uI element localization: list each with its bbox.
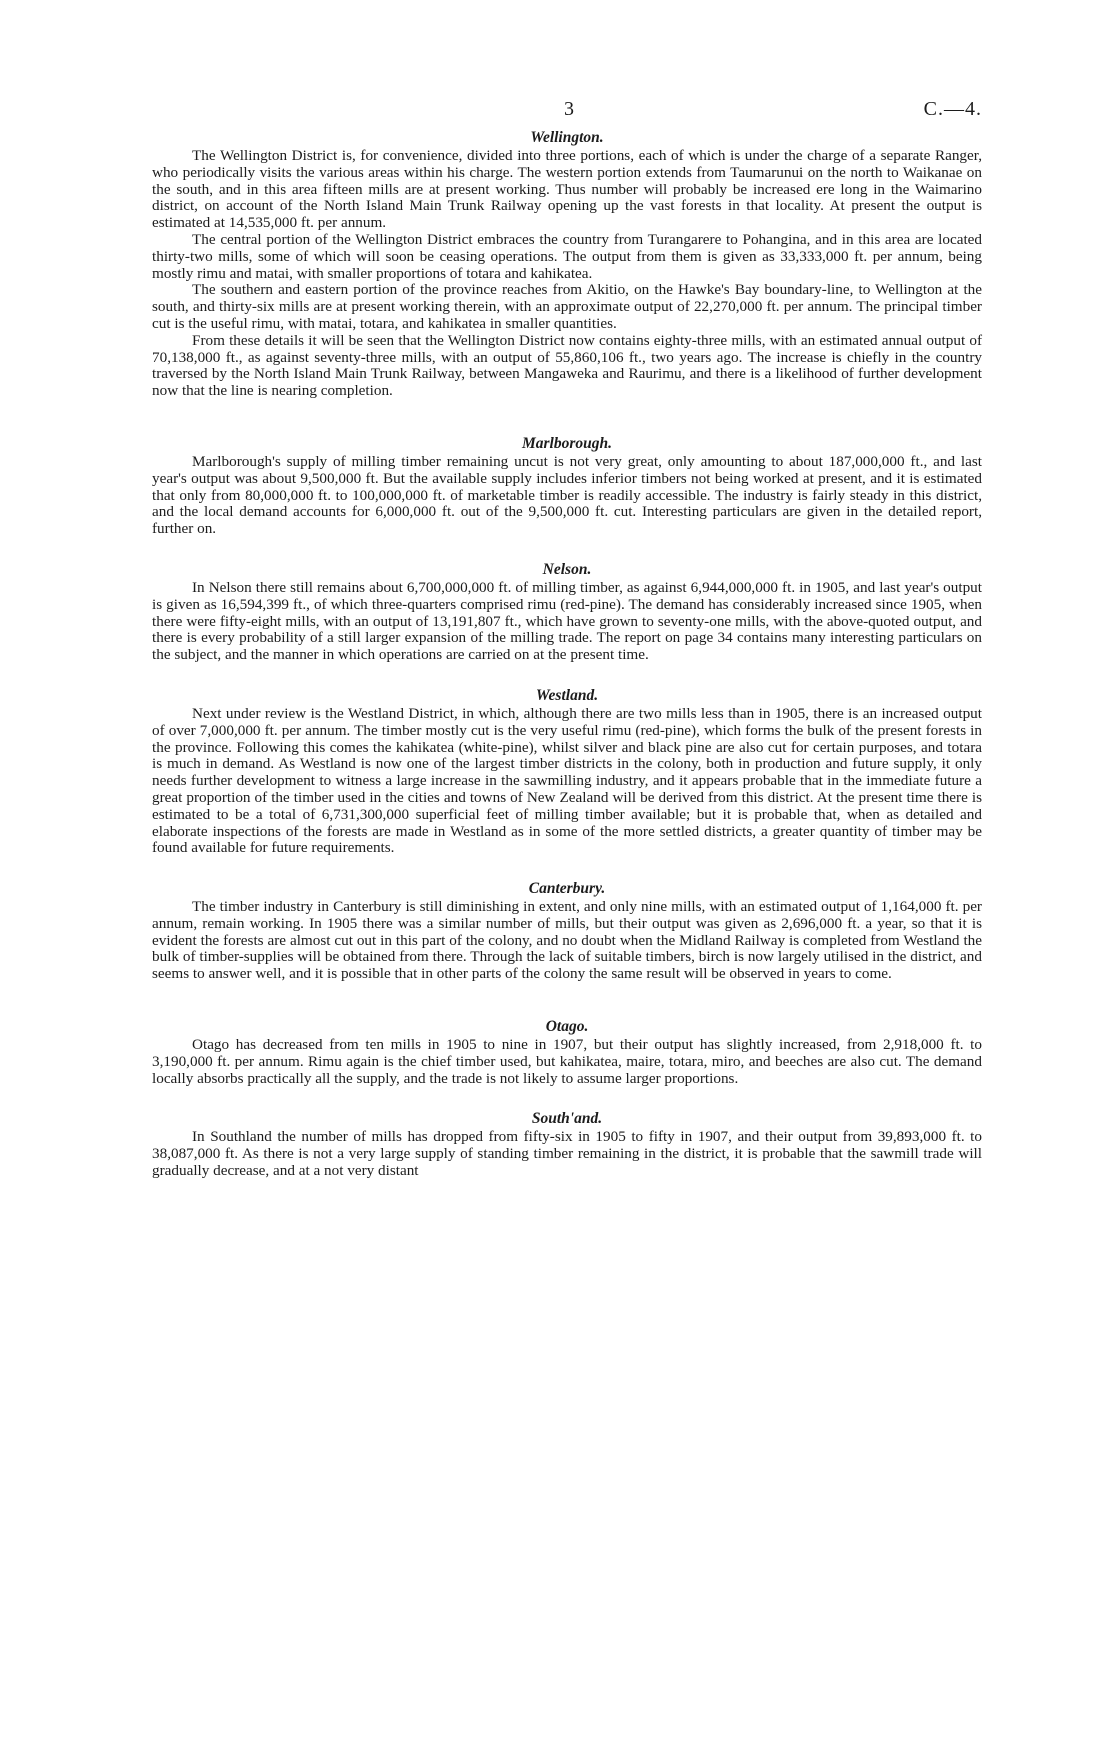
section-southland [152,1109,982,1179]
section-heading: Otago. [545,1018,589,1036]
paragraph: From these details it will be seen that the Wellington District now contains eighty-three mills, with an estimated annual output of 70,138,000 ft., as against seventy-three mills, with an output of 55,860,106 ft., two years ago. The increase is chiefly in the country traversed by the North Island Main Trunk Railway, between Mangaweka and Raurimu, and there is a likelihood of further development now that the line is nearing completion. [152,331,982,400]
section-heading: South'and. [531,1110,603,1128]
section-westland [152,686,982,857]
section-nelson [152,560,982,664]
paragraph: Marlborough's supply of milling timber remaining uncut is not very great, only amounting to about 187,000,000 ft., and last year's output was about 9,500,000 ft. But the available supply includes inferior timbers not being worked at present, and it is estimated that only from 80,000,000 ft. to 100,000,000 ft. of marketable timber is readily accessible. The industry is fairly steady in this district, and the local demand accounts for 6,000,000 ft. out of the 9,500,000 ft. cut. Interesting particulars are given in the detailed report, further on. [152,452,982,538]
paragraph: The southern and eastern portion of the province reaches from Akitio, on the Hawke's Bay boundary-line, to Wellington at the south, and thirty-six mills are at present working therein, with an approximate output of 22,270,000 ft. per annum. The principal timber cut is the useful rimu, with matai, totara, and kahikatea in smaller quantities. [152,281,982,332]
section-marlborough [152,434,982,538]
section-canterbury [152,879,982,983]
paragraph: In Nelson there still remains about 6,700,000,000 ft. of milling timber, as against 6,944,000,000 ft. in 1905, and last year's output is given as 16,594,399 ft., of which three-quarters comprised rimu (red-pine). The demand has considerably increased since 1905, when there were fifty-eight mills, with an output of 13,191,807 ft., which have grown to seventy-one mills, with the above-quoted output, and there is every probability of a still larger expansion of the milling trade. The report on page 34 contains many interesting particulars on the subject, and the manner in which operations are carried on at the present time. [152,578,982,664]
section-otago [152,1017,982,1087]
paragraph: The timber industry in Canterbury is still diminishing in extent, and only nine mills, with an estimated output of 1,164,000 ft. per annum, remain working. In 1905 there was a similar number of mills, but their output was given as 2,696,000 ft. a year, so that it is evident the forests are almost cut out in this part of the colony, and no doubt when the Midland Railway is completed from Westland the bulk of timber-supplies will be obtained from there. Through the lack of suitable timbers, birch is now largely utilised in the district, and seems to answer well, and it is possible that in other parts of the colony the same result will be observed in years to come. [152,898,982,983]
section-wellington [152,128,982,400]
section-heading: Westland. [535,686,599,704]
paragraph: Next under review is the Westland District, in which, although there are two mills less than in 1905, there is an increased output of over 7,000,000 ft. per annum. The timber mostly cut is the very useful rimu (red-pine), which forms the bulk of the present forests in the province. Following this comes the kahikatea (white-pine), whilst silver and black pine are also cut for certain purposes, and totara is much in demand. As Westland is now one of the largest timber districts in the colony, both in production and future supply, it only needs further development to witness a large increase in the sawmilling industry, and it appears probable that in the immediate future a great proportion of the timber used in the cities and towns of New Zealand will be derived from this district. At the present time there is estimated to be a total of 6,731,300,000 superficial feet of milling timber available; but it is probable that, when as detailed and elaborate inspections of the forests are made in Westland as in some of the more settled districts, a greater quantity of timber may be found available for future requirements. [152,704,982,857]
section-heading: Marlborough. [521,434,613,452]
section-heading: Nelson. [542,560,592,578]
paragraph: Otago has decreased from ten mills in 1905 to nine in 1907, but their output has slightly increased, from 2,918,000 ft. to 3,190,000 ft. per annum. Rimu again is the chief timber used, but kahikatea, maire, totara, miro, and beeches are also cut. The demand locally absorbs practically all the supply, and the trade is not likely to assume larger proportions. [152,1036,982,1087]
paragraph: In Southland the number of mills has dropped from fifty-six in 1905 to fifty in 1907, and their output from 39,893,000 ft. to 38,087,000 ft. As there is not a very large supply of standing timber remaining in the district, it is probable that the sawmill trade will gradually decrease, and at a not very distant [152,1128,982,1180]
section-heading: Wellington. [530,129,604,146]
document-page [152,92,982,1214]
page-header [152,92,982,128]
paragraph: The central portion of the Wellington District embraces the country from Turangarere to Pohangina, and in this area are located thirty-two mills, some of which will soon be ceasing operations. The output from them is given as 33,333,000 ft. per annum, being mostly rimu and matai, with smaller proportions of totara and kahikatea. [152,230,982,282]
section-heading: Canterbury. [528,880,606,898]
paragraph: The Wellington District is, for convenience, divided into three portions, each of which is under the charge of a separate Ranger, who periodically visits the various areas within his charge. The western portion extends from Taumarunui on the north to Waikanae on the south, and in this area fifteen mills are at present working. Thus number will probably be increased ere long in the Waimarino district, on account of the North Island Main Trunk Railway opening up the vast forests in that locality. At present the output is estimated at 14,535,000 ft. per annum. [152,147,982,232]
page-number: 3 [564,98,574,120]
document-code: C.—4. [923,98,982,120]
